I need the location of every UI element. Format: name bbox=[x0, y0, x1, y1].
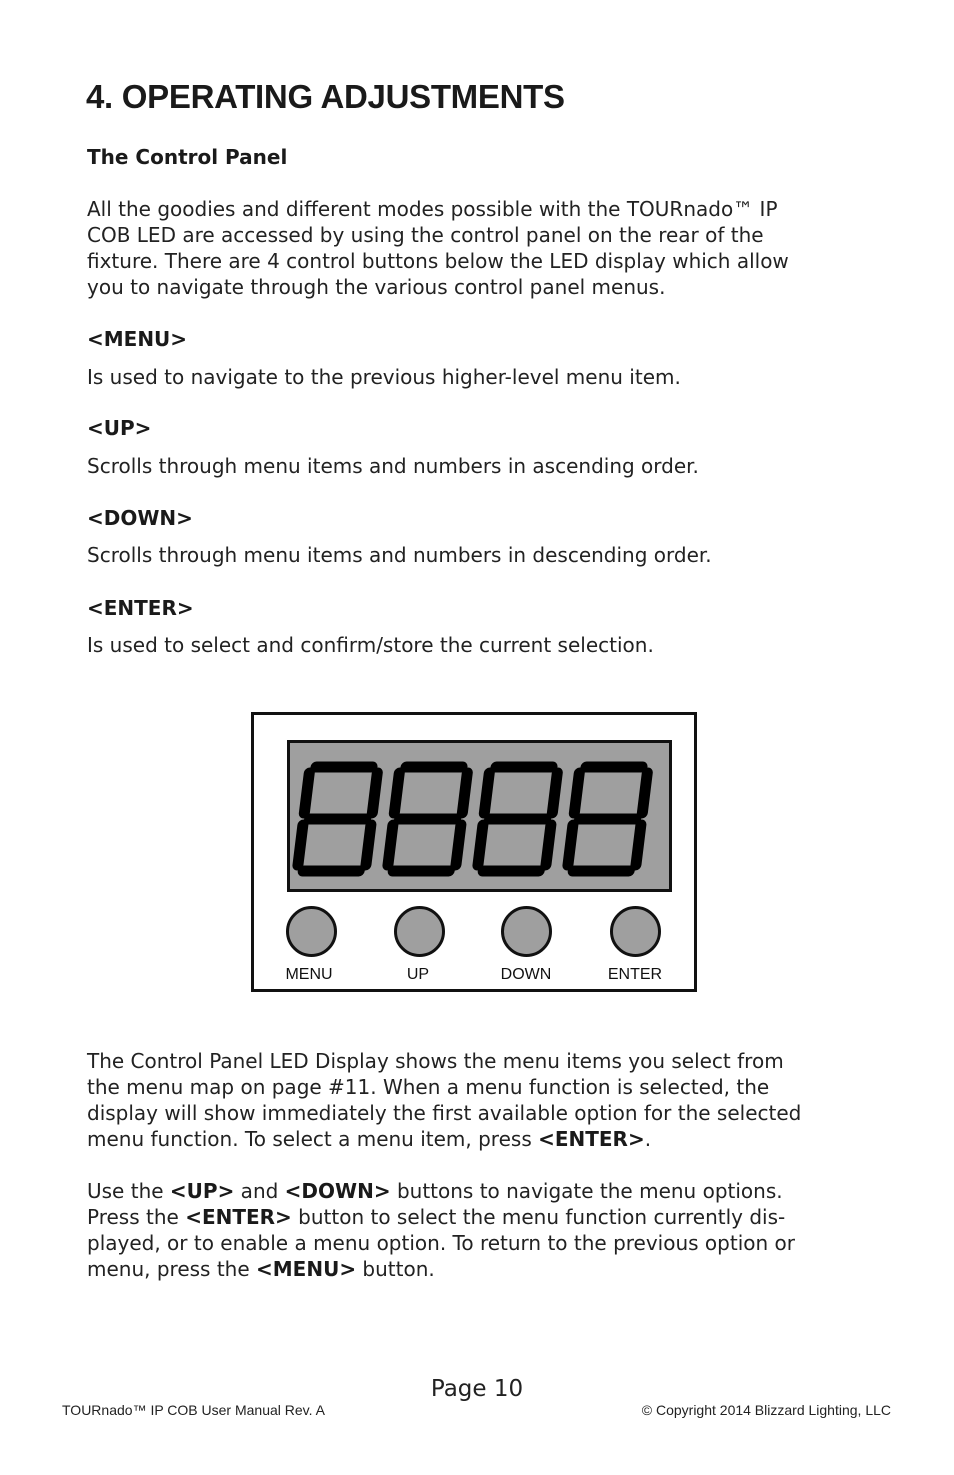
menu-keyword: <MENU> bbox=[256, 1257, 357, 1281]
menu-button-label: MENU bbox=[285, 966, 333, 983]
navigation-paragraph bbox=[87, 1178, 795, 1282]
up-description: Scrolls through menu items and numbers in ascending order. bbox=[87, 454, 699, 478]
down-button[interactable] bbox=[501, 906, 552, 957]
text-run: and bbox=[234, 1179, 285, 1203]
text-run: buttons to navigate the menu options. bbox=[390, 1179, 783, 1203]
down-label: <DOWN> bbox=[87, 506, 193, 530]
intro-line: COB LED are accessed by using the control panel on the rear of the bbox=[87, 223, 764, 247]
footer-manual-title: TOURnado™ IP COB User Manual Rev. A bbox=[62, 1402, 325, 1418]
down-button-label: DOWN bbox=[500, 966, 552, 983]
digit-1 bbox=[297, 767, 378, 871]
paragraph-line: The Control Panel LED Display shows the menu items you select from bbox=[87, 1049, 784, 1073]
section-heading: 4. OPERATING ADJUSTMENTS bbox=[86, 78, 565, 115]
intro-line: All the goodies and different modes possible with the TOURnado™ IP bbox=[87, 197, 778, 221]
text-run: . bbox=[644, 1127, 652, 1151]
enter-button[interactable] bbox=[610, 906, 661, 957]
up-button[interactable] bbox=[394, 906, 445, 957]
paragraph-line bbox=[87, 1126, 801, 1152]
intro-line: you to navigate through the various control panel menus. bbox=[87, 275, 666, 299]
control-panel-diagram bbox=[251, 712, 697, 992]
paragraph-line bbox=[87, 1256, 795, 1282]
menu-description: Is used to navigate to the previous higher-level menu item. bbox=[87, 365, 681, 389]
down-description: Scrolls through menu items and numbers in descending order. bbox=[87, 543, 712, 567]
text-run: Press the bbox=[87, 1205, 186, 1229]
digit-4 bbox=[567, 767, 648, 871]
enter-keyword: <ENTER> bbox=[185, 1205, 292, 1229]
enter-description: Is used to select and confirm/store the current selection. bbox=[87, 633, 654, 657]
paragraph-line: display will show immediately the first available option for the selected bbox=[87, 1101, 802, 1125]
up-button-label: UP bbox=[406, 966, 430, 983]
digit-2 bbox=[387, 767, 468, 871]
intro-paragraph bbox=[87, 196, 789, 300]
footer-copyright: © Copyright 2014 Blizzard Lighting, LLC bbox=[641, 1402, 891, 1418]
paragraph-line bbox=[87, 1204, 795, 1230]
up-label: <UP> bbox=[87, 416, 152, 440]
text-run: button. bbox=[356, 1257, 435, 1281]
up-keyword: <UP> bbox=[169, 1179, 235, 1203]
led-display bbox=[287, 740, 672, 892]
text-run: menu, press the bbox=[87, 1257, 257, 1281]
text-run: button to select the menu function currently dis- bbox=[291, 1205, 786, 1229]
control-panel-title: The Control Panel bbox=[87, 145, 288, 169]
enter-button-label: ENTER bbox=[607, 966, 663, 983]
paragraph-line bbox=[87, 1178, 795, 1204]
page-number: Page 10 bbox=[430, 1376, 524, 1402]
text-run: menu function. To select a menu item, press bbox=[87, 1127, 539, 1151]
menu-label: <MENU> bbox=[87, 327, 188, 351]
enter-keyword: <ENTER> bbox=[538, 1127, 645, 1151]
display-paragraph bbox=[87, 1048, 801, 1152]
menu-button[interactable] bbox=[286, 906, 337, 957]
intro-line: fixture. There are 4 control buttons below the LED display which allow bbox=[87, 249, 789, 273]
paragraph-line: the menu map on page #11. When a menu function is selected, the bbox=[87, 1075, 770, 1099]
seven-segment-digits bbox=[290, 743, 669, 889]
digit-3 bbox=[477, 767, 558, 871]
paragraph-line: played, or to enable a menu option. To return to the previous option or bbox=[87, 1231, 795, 1255]
enter-label: <ENTER> bbox=[87, 596, 194, 620]
text-run: Use the bbox=[87, 1179, 170, 1203]
down-keyword: <DOWN> bbox=[284, 1179, 391, 1203]
